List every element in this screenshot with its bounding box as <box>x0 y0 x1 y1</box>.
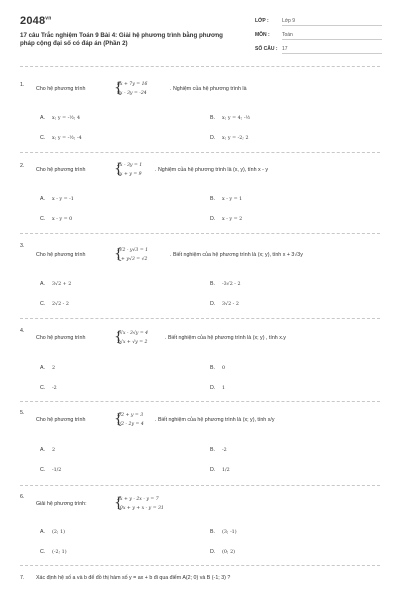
question-prefix: Cho hệ phương trình <box>36 167 86 173</box>
question-suffix: . Nghiệm của hệ phương trình là (x, y), tính x - y <box>155 167 269 173</box>
option-a[interactable]: A. x; y = -½; 4 <box>40 115 81 121</box>
option-d[interactable]: D. 1/2 <box>210 467 230 473</box>
option-a[interactable]: A. 2 <box>40 365 56 371</box>
question-number: 7. <box>20 575 25 581</box>
option-a[interactable]: A. (2; 1) <box>40 529 65 535</box>
option-d[interactable]: D. x - y = 2 <box>210 216 243 222</box>
question-prefix: Cho hệ phương trình <box>36 335 86 341</box>
option-c[interactable]: C. x - y = 0 <box>40 216 73 222</box>
question-suffix: . Biết nghiệm của hệ phương trình là (x; y) , tính x.y <box>165 335 286 341</box>
equation-system: { 8x + 7y = 16 8x - 3y = -24 <box>114 80 148 96</box>
option-b[interactable]: B. -3√2 - 2 <box>210 281 241 287</box>
meta-so-cau: SỐ CÂU : 17 <box>255 46 382 54</box>
option-d[interactable]: D. 1 <box>210 385 226 391</box>
option-d[interactable]: D. x; y = -2; 2 <box>210 135 249 141</box>
question-divider <box>20 152 380 153</box>
question-divider <box>20 401 380 402</box>
equation-system: { x√2 - y√3 = 1 x + y√3 = √2 <box>114 246 149 262</box>
option-a[interactable]: A. 3√2 + 2 <box>40 281 72 287</box>
equation-system: { 3x + y - 2x - y = 7 10x + y + x - y = 31 <box>114 495 164 511</box>
question-prefix: Cho hệ phương trình <box>36 86 86 92</box>
option-c[interactable]: C. x; y = -½; -4 <box>40 135 82 141</box>
question-prefix: Giải hệ phương trình: <box>36 501 87 507</box>
option-a[interactable]: A. x - y = -1 <box>40 196 74 202</box>
question-text: Xác định hệ số a và b để đồ thị hàm số y = ax + b đi qua điểm A(2; 0) và B (-1; 3) ? <box>36 575 231 581</box>
equation-system: { x/2 + y = 3 x/2 - 2y = 4 <box>114 411 144 427</box>
option-c[interactable]: C. 2√2 - 2 <box>40 301 69 307</box>
option-c[interactable]: C. -1/2 <box>40 467 62 473</box>
equation-system: { 2x - 3y = 1 4x + y = 9 <box>114 161 143 177</box>
option-a[interactable]: A. 2 <box>40 447 56 453</box>
question-prefix: Cho hệ phương trình <box>36 252 86 258</box>
logo[interactable]: $2048^{vn}$ <box>20 15 52 27</box>
option-c[interactable]: C. (-2; 1) <box>40 549 67 555</box>
option-d[interactable]: D. 3√2 - 2 <box>210 301 239 307</box>
option-b[interactable]: B. 0 <box>210 365 226 371</box>
option-c[interactable]: C. -2 <box>40 385 57 391</box>
header-divider <box>20 66 380 67</box>
question-suffix: . Biết nghiệm của hệ phương trình là (x; y), tính x/y <box>155 417 275 423</box>
option-b[interactable]: B. (3; -1) <box>210 529 237 535</box>
question-number: 5. <box>20 410 25 416</box>
option-b[interactable]: B. x; y = 4; -½ <box>210 115 251 121</box>
meta-lop: LỚP : Lớp 9 <box>255 18 382 26</box>
question-divider <box>20 318 380 319</box>
option-b[interactable]: B. -2 <box>210 447 227 453</box>
question-prefix: Cho hệ phương trình <box>36 417 86 423</box>
question-divider <box>20 485 380 486</box>
question-number: 3. <box>20 243 25 249</box>
document-title: 17 câu Trắc nghiệm Toán 9 Bài 4: Giải hệ phương trình bằng phương pháp cộng đại số có đáp án (Phần 2) <box>20 32 223 47</box>
equation-system: { 4√x - 3√y = 4 2√x + √y = 2 <box>114 329 149 345</box>
question-number: 6. <box>20 494 25 500</box>
question-number: 4. <box>20 328 25 334</box>
question-suffix: . Nghiệm của hệ phương trình là <box>170 86 247 92</box>
question-divider <box>20 233 380 234</box>
question-number: 2. <box>20 163 25 169</box>
option-d[interactable]: D. (0; 2) <box>210 549 235 555</box>
question-number: 1. <box>20 82 25 88</box>
meta-mon: MÔN : Toán <box>255 32 382 40</box>
option-b[interactable]: B. x - y = 1 <box>210 196 243 202</box>
question-suffix: . Biết nghiệm của hệ phương trình là (x; y), tính x + 3√3y <box>170 252 303 258</box>
question-divider <box>20 565 380 566</box>
